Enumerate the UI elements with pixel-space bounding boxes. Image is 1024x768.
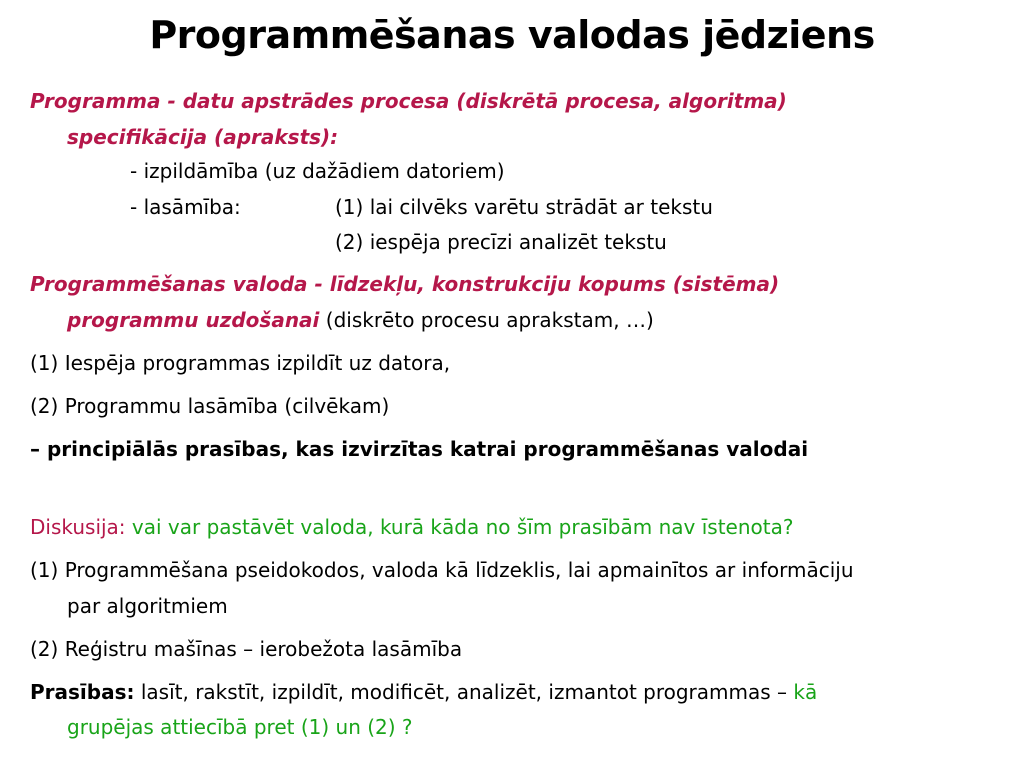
language-definition-line-2 xyxy=(67,307,654,333)
requirements-summary: – principiālās prasības, kas izvirzītas katrai programmēšanas valodai xyxy=(30,437,809,461)
executability-item: - izpildāmība (uz dažādiem datoriem) xyxy=(130,159,505,183)
requirement-2: (2) Programmu lasāmība (cilvēkam) xyxy=(30,394,390,418)
closing-line-2: grupējas attiecībā pret (1) un (2) ? xyxy=(67,715,413,739)
closing-line-1 xyxy=(30,679,817,705)
discussion-point-1-line-1: (1) Programmēšana pseidokodos, valoda kā līdzeklis, lai apmainītos ar informāciju xyxy=(30,558,854,582)
discussion-label: Diskusija: xyxy=(30,515,126,539)
slide-title: Programmēšanas valodas jēdziens xyxy=(149,13,875,57)
readability-point-1: (1) lai cilvēks varētu strādāt ar tekstu xyxy=(335,195,713,219)
program-definition-line-2: specifikācija (apraksts): xyxy=(67,125,339,149)
discussion-point-2: (2) Reģistru mašīnas – ierobežota lasāmība xyxy=(30,637,463,661)
closing-green-1: kā xyxy=(793,680,818,704)
requirement-1: (1) Iespēja programmas izpildīt uz datora, xyxy=(30,351,451,375)
discussion-question-text: vai var pastāvēt valoda, kurā kāda no šīm prasībām nav īstenota? xyxy=(125,515,794,539)
program-definition-line-1: Programma - datu apstrādes procesa (diskrētā procesa, algoritma) xyxy=(30,89,787,113)
language-definition-line-1: Programmēšanas valoda - līdzekļu, konstrukciju kopums (sistēma) xyxy=(30,272,780,296)
readability-item xyxy=(130,194,830,220)
language-definition-rest: (diskrēto procesu aprakstam, …) xyxy=(319,308,654,332)
readability-label: - lasāmība: xyxy=(130,195,241,219)
language-definition-emphasis: programmu uzdošanai xyxy=(67,308,320,332)
closing-label: Prasības: xyxy=(30,680,135,704)
closing-text: lasīt, rakstīt, izpildīt, modificēt, analizēt, izmantot programmas – xyxy=(134,680,794,704)
readability-point-2: (2) iespēja precīzi analizēt tekstu xyxy=(335,230,667,254)
discussion-point-1-line-2: par algoritmiem xyxy=(67,594,228,618)
discussion-question xyxy=(30,514,793,540)
